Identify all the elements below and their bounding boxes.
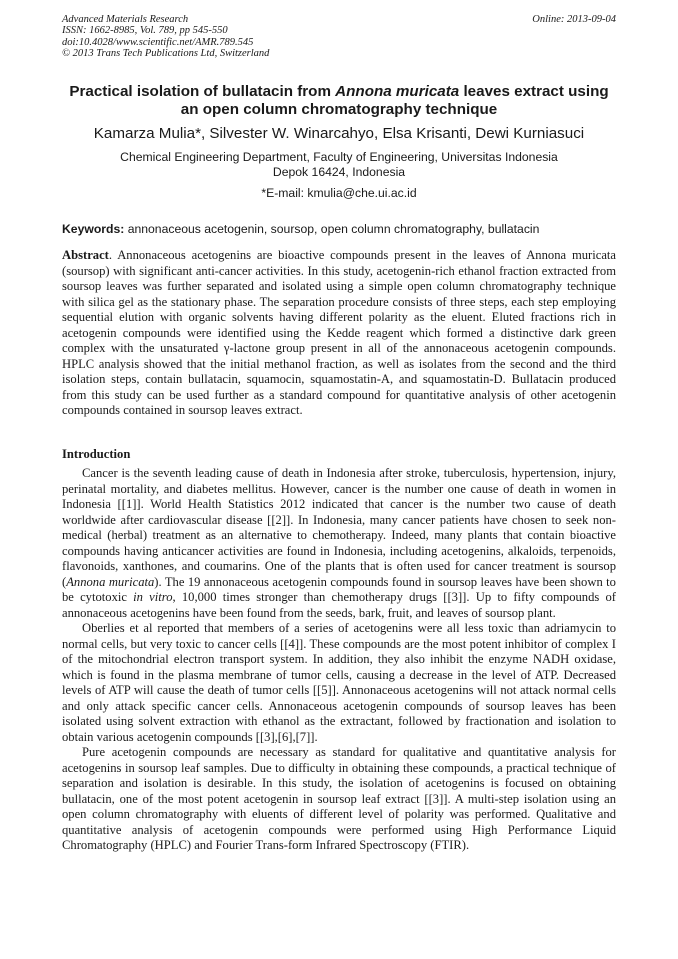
title-species: Annona muricata [335, 83, 460, 100]
introduction-body [62, 466, 616, 854]
corresponding-email: *E-mail: kmulia@che.ui.ac.id [261, 186, 417, 200]
keywords [62, 222, 616, 237]
intro-paragraph-2: Oberlies et al reported that members of a series of acetogenins were all less toxic than adriamycin to normal cells, but very toxic to cancer cells [[4]]. These compounds are the most potent inhibitor of complex I of the mitochondrial electron transport system. In addition, they also inhibit the enzyme NADH oxidase, which is found in the plasma membrane of tumor cells, causing a decrease in the level of ATP. Decreased levels of ATP will cause the death of tumor cells [[5]]. Annonaceous acetogenins will not attack normal cells and only attack specific cancer cells. Annonaceous acetogenin compounds of soursop leaves has been isolated using solvent extraction with ethanol as the extractant, followed by fractionation and isolation to obtain various acetogenin compounds [[3],[6],[7]]. [62, 621, 616, 744]
affiliation [62, 150, 616, 180]
intro-p1-text-c: , 10,000 times stronger than chemotherapy drugs [[3]]. Up to fifty compounds of annonaceous acetogenins have been found from the seeds, bark, fruit, and leaves of soursop plant. [62, 590, 616, 620]
affiliation-line-1: Chemical Engineering Department, Faculty of Engineering, Universitas Indonesia [120, 150, 558, 164]
keywords-label: Keywords: [62, 222, 125, 236]
doi-line: doi:10.4028/www.scientific.net/AMR.789.545 [62, 36, 254, 48]
paper-title [62, 83, 616, 119]
title-part-1: Practical isolation of bullatacin from [69, 83, 336, 100]
abstract-text: . Annonaceous acetogenins are bioactive compounds present in the leaves of Annona muricata (soursop) with significant anti-cancer activities. In this study, acetogenin-rich ethanol fraction extracted from soursop leaves was further separated and isolated using a simple open column chromatography technique with silica gel as the stationary phase. The separation procedure consists of three steps, each step employing sequential elution with organic solvents having different polarity as the eluent. Eluted fractions rich in acetogenin compounds were identified using the Kedde reagent which formed a distinctive dark green complex with the unsaturated γ-lactone group present in all of the annonaceous acetogenin compounds. HPLC analysis showed that the initial methanol fraction, as well as isolates from the second and the third isolation steps, contain bullatacin, squamocin, squamostatin-A, and squamostatin-D. Bullatacin produced from this study can be used further as a standard compound for quantitative analysis of other acetogenin compounds contained in soursop leaves extract. [62, 248, 616, 417]
journal-name: Advanced Materials Research [62, 14, 189, 25]
author-list: Kamarza Mulia*, Silvester W. Winarcahyo, Elsa Krisanti, Dewi Kurniasuci [93, 125, 585, 142]
affiliation-line-2: Depok 16424, Indonesia [272, 165, 406, 179]
abstract [62, 248, 616, 419]
keywords-text: annonaceous acetogenin, soursop, open column chromatography, bullatacin [124, 222, 540, 236]
issn-line: ISSN: 1662-8985, Vol. 789, pp 545-550 [62, 25, 228, 37]
online-date: Online: 2013-09-04 [532, 14, 616, 25]
journal-header [62, 14, 616, 60]
intro-p1-text-b: ). The 19 annonaceous acetogenin compounds found in soursop leaves have been shown to be cytotoxic [62, 574, 616, 604]
intro-p1-text-a: Cancer is the seventh leading cause of death in Indonesia after stroke, tuberculosis, hypertension, injury, perinatal mortality, and diabetes mellitus. However, cancer is the number one cause of death in women in Indonesia [[1]]. World Health Statistics 2012 indicated that cancer is the number two cause of death worldwide after cardiovascular disease [[2]]. In Indonesia, many cancer patients have chosen to seek non-medical (herbal) treatment as an alternative to chemotherapy. Indeed, many plants that contain bioactive compounds having anticancer activities are found in Indonesia, including acetogenins, alkaloids, terpenoids, flavonoids, xanthones, and coumarins. One of the plants that is often used for cancer treatment is soursop ( [62, 466, 616, 589]
intro-paragraph-3: Pure acetogenin compounds are necessary as standard for qualitative and quantitative analysis for acetogenins in soursop leaf samples. Due to difficulty in obtaining these compounds, a practical technique of separation and isolation is desirable. In this study, the isolation of acetogenins is focused on obtaining bullatacin, one of the most potent acetogenin in soursop leaf extract [[3]]. A multi-step isolation using an open column chromatography with eluents of different level of polarity was performed. Qualitative and quantitative analysis of acetogenin compounds were performed using High Performance Liquid Chromatography (HPLC) and Fourier Trans-form Infrared Spectroscopy (FTIR). [62, 745, 616, 852]
introduction-heading: Introduction [62, 447, 131, 461]
intro-paragraph-1 [62, 466, 616, 621]
title-part-2: leaves extract using an open column chromatography technique [180, 83, 609, 118]
copyright-line: © 2013 Trans Tech Publications Ltd, Switzerland [62, 48, 270, 60]
abstract-label: Abstract [62, 248, 109, 262]
intro-p1-in-vitro: in vitro [133, 590, 173, 604]
intro-p1-species: Annona muricata [66, 574, 155, 589]
